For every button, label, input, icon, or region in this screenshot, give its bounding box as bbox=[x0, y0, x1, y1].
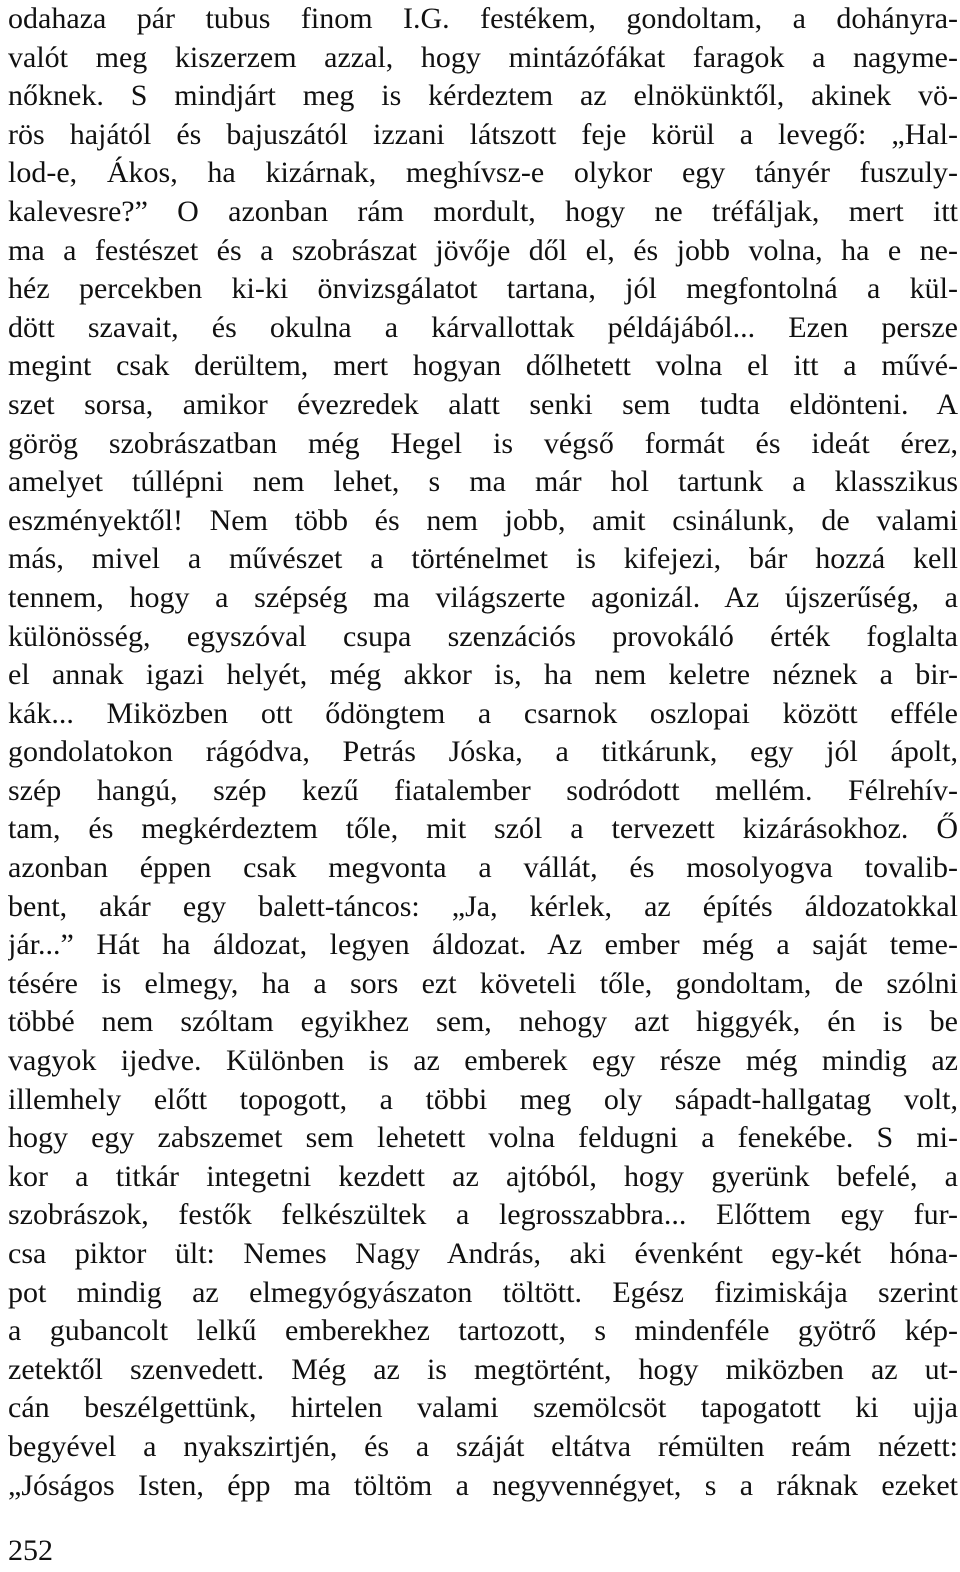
text-line: héz percekben ki-ki önvizsgálatot tartana, jól megfontolná a kül- bbox=[8, 272, 958, 306]
text-line: kor a titkár integetni kezdett az ajtóból, hogy gyerünk befelé, a bbox=[8, 1159, 958, 1193]
text-line: kák... Miközben ott ődöngtem a csarnok oszlopai között efféle bbox=[8, 696, 958, 730]
text-line: azonban éppen csak megvonta a vállát, és mosolyogva tovalib- bbox=[8, 851, 958, 885]
text-line: más, mivel a művészet a történelmet is kifejezi, bár hozzá kell bbox=[8, 542, 958, 576]
text-line: tésére is elmegy, ha a sors ezt követeli tőle, gondoltam, de szólni bbox=[8, 966, 958, 1000]
text-line: szet sorsa, amikor évezredek alatt senki sem tudta eldönteni. A bbox=[8, 387, 958, 421]
page-number: 252 bbox=[8, 1534, 53, 1567]
text-line: hogy egy zabszemet sem lehetett volna feldugni a fenekébe. S mi- bbox=[8, 1121, 958, 1155]
text-line: lod-e, Ákos, ha kizárnak, meghívsz-e olykor egy tányér fuszuly- bbox=[8, 156, 958, 190]
text-line: jár...” Hát ha áldozat, legyen áldozat. Az ember még a saját teme- bbox=[8, 928, 958, 962]
text-line: csa piktor ült: Nemes Nagy András, aki évenként egy-két hóna- bbox=[8, 1237, 958, 1270]
text-line: vagyok ijedve. Különben is az emberek egy része még mindig az bbox=[8, 1044, 958, 1078]
text-line: cán beszélgettünk, hirtelen valami szemölcsöt tapogatott ki ujja bbox=[8, 1391, 958, 1425]
text-line: megint csak derültem, mert hogyan dőlhetett volna el itt a művé- bbox=[8, 349, 958, 383]
text-line: dött szavait, és okulna a kárvallottak példájából... Ezen persze bbox=[8, 310, 958, 344]
text-line: „Jóságos Isten, épp ma töltöm a negyvennégyet, s a ráknak ezeket bbox=[8, 1468, 958, 1502]
text-line: tennem, hogy a szépség ma világszerte agonizál. Az újszerűség, a bbox=[8, 580, 958, 614]
text-line: ma a festészet és a szobrászat jövője dől el, és jobb volna, ha e ne- bbox=[8, 233, 958, 267]
text-line: odahaza pár tubus finom I.G. festékem, gondoltam, a dohányra- bbox=[8, 2, 958, 35]
text-line: eszményektől! Nem több és nem jobb, amit csinálunk, de valami bbox=[8, 503, 958, 537]
text-line: zetektől szenvedett. Még az is megtörtént, hogy miközben az ut- bbox=[8, 1352, 958, 1386]
text-line: tam, és megkérdeztem tőle, mit szól a tervezett kizárásokhoz. Ő bbox=[8, 812, 958, 846]
text-line: rös hajától és bajuszától izzani látszott feje körül a levegő: „Hal- bbox=[8, 117, 958, 151]
text-line: valót meg kiszerzem azzal, hogy mintázófákat faragok a nagyme- bbox=[8, 40, 958, 74]
text-line: nőknek. S mindjárt meg is kérdeztem az elnökünktől, akinek vö- bbox=[8, 79, 958, 113]
text-line: a gubancolt lelkű emberekhez tartozott, s mindenféle gyötrő kép- bbox=[8, 1314, 958, 1348]
body-text bbox=[8, 0, 958, 1505]
text-line: kalevesre?” O azonban rám mordult, hogy ne tréfáljak, mert itt bbox=[8, 194, 958, 228]
text-line: amelyet túllépni nem lehet, s ma már hol tartunk a klasszikus bbox=[8, 465, 958, 499]
text-line: szép hangú, szép kezű fiatalember sodródott mellém. Félrehív- bbox=[8, 773, 958, 807]
text-line: illemhely előtt topogott, a többi meg oly sápadt-hallgatag volt, bbox=[8, 1082, 958, 1116]
text-line: bent, akár egy balett-táncos: „Ja, kérlek, az építés áldozatokkal bbox=[8, 889, 958, 923]
text-line: különösség, egyszóval csupa szenzációs provokáló érték foglalta bbox=[8, 619, 958, 653]
text-line: begyével a nyakszirtjén, és a száját eltátva rémülten reám nézett: bbox=[8, 1429, 958, 1463]
text-line: szobrászok, festők felkészültek a legrosszabbra... Előttem egy fur- bbox=[8, 1198, 958, 1232]
text-line: pot mindig az elmegyógyászaton töltött. Egész fizimiskája szerint bbox=[8, 1275, 958, 1309]
text-line: görög szobrászatban még Hegel is végső formát és ideát érez, bbox=[8, 426, 958, 460]
text-line: gondolatokon rágódva, Petrás Jóska, a titkárunk, egy jól ápolt, bbox=[8, 735, 958, 769]
text-line: többé nem szóltam egyikhez sem, nehogy azt higgyék, én is be bbox=[8, 1005, 958, 1039]
text-line: el annak igazi helyét, még akkor is, ha nem keletre néznek a bir- bbox=[8, 658, 958, 692]
